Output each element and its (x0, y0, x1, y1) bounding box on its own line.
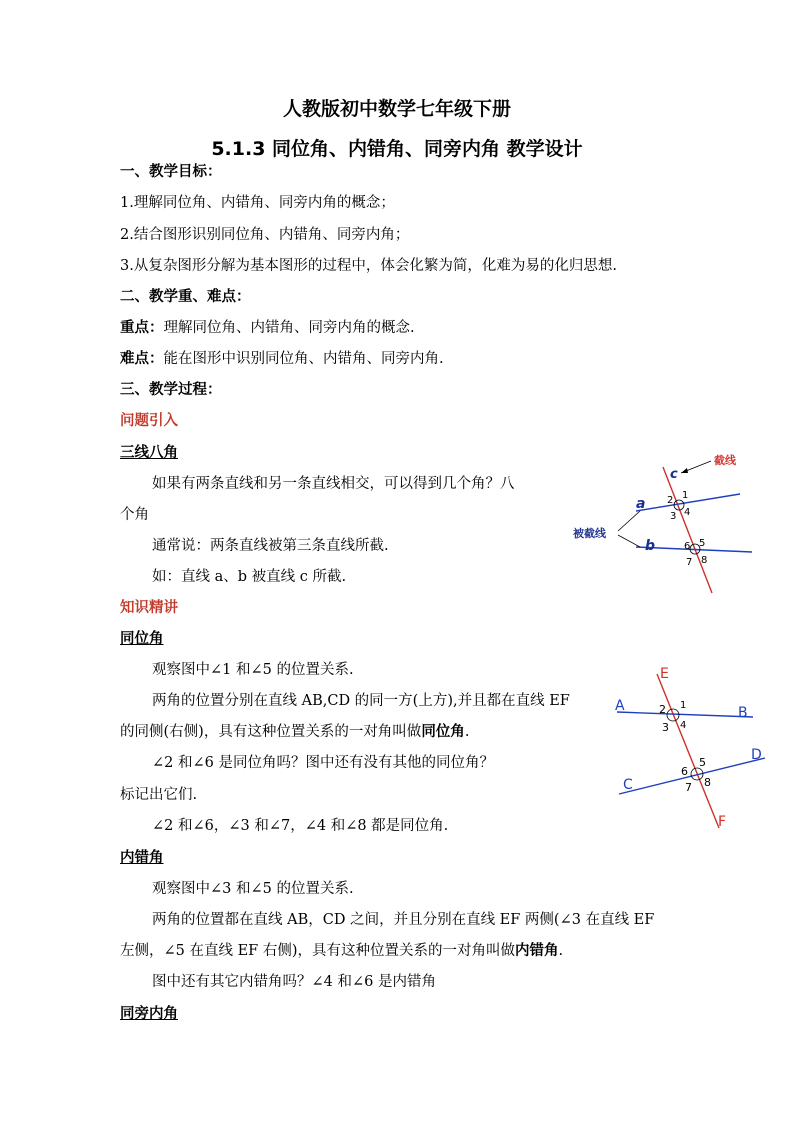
label-c: c (670, 467, 678, 482)
angle-label-4: 4 (680, 720, 687, 731)
angle-label-5: 5 (699, 756, 706, 769)
alternate-angles-heading: 内错角 (120, 850, 164, 866)
difficult-point (120, 349, 444, 369)
paragraph: 图中还有其它内错角吗？∠4 和∠6 是内错角 (152, 974, 436, 990)
angle-label-3: 3 (662, 721, 669, 734)
section-heading-goals: 一、教学目标： (120, 164, 222, 180)
key-text: 理解同位角、内错角、同旁内角的概念. (163, 320, 415, 336)
goal-item: 1.理解同位角、内错角、同旁内角的概念； (120, 195, 395, 211)
label-b: b (645, 538, 656, 554)
angle-label-4: 4 (684, 507, 691, 518)
angle-label-6: 6 (684, 541, 691, 552)
paragraph (120, 941, 563, 961)
line-cd (619, 758, 765, 794)
angle-label-1: 1 (682, 490, 689, 501)
label-transversal: 截线 (714, 454, 736, 467)
label-cut-lines: 被截线 (573, 527, 606, 540)
angle-label-7: 7 (686, 557, 693, 568)
angle-label-2: 2 (659, 703, 666, 716)
section-heading-key-points: 二、教学重、难点： (120, 289, 251, 305)
text-run: . (464, 724, 470, 740)
goal-item: 3.从复杂图形分解为基本图形的过程中，体会化繁为简，化难为易的化归思想. (120, 258, 617, 274)
angle-label-8: 8 (701, 555, 708, 566)
transversal-line-c (663, 467, 712, 593)
paragraph: 两角的位置都在直线 AB，CD 之间，并且分别在直线 EF 两侧(∠3 在直线 EF (152, 912, 655, 928)
label-c: C (623, 777, 633, 793)
angle-label-7: 7 (685, 781, 692, 794)
label-e: E (660, 666, 669, 682)
label-f: F (718, 814, 727, 830)
pointer-line (618, 511, 640, 531)
paragraph: ∠2 和∠6 是同位角吗？图中还有没有其他的同位角？ (152, 755, 494, 771)
term-bold: 内错角 (515, 942, 559, 959)
label-b: B (738, 705, 748, 721)
angle-label-1: 1 (680, 700, 687, 711)
angle-label-2: 2 (667, 495, 674, 506)
key-point (120, 318, 415, 338)
section-heading-process: 三、教学过程： (120, 382, 222, 398)
corresponding-angles-heading: 同位角 (120, 631, 164, 647)
difficult-label: 难点： (120, 350, 164, 367)
text-run: . (558, 943, 564, 959)
angle-label-6: 6 (681, 765, 688, 778)
paragraph: 两角的位置分别在直线 AB,CD 的同一方(上方),并且都在直线 EF (152, 693, 570, 709)
paragraph: 如：直线 a、b 被直线 c 所截. (152, 569, 347, 585)
paragraph: 如果有两条直线和另一条直线相交，可以得到几个角？八 (152, 476, 515, 492)
arrow-head (681, 468, 688, 473)
three-lines-figure (560, 445, 760, 605)
lesson-title: 5.1.3 同位角、内错角、同旁内角 教学设计 (211, 138, 583, 160)
label-a: A (615, 698, 625, 714)
paragraph: 观察图中∠3 和∠5 的位置关系. (152, 881, 354, 897)
goal-item: 2.结合图形识别同位角、内错角、同旁内角； (120, 227, 410, 243)
text-run: 左侧，∠5 在直线 EF 右侧)，具有这种位置关系的一对角叫做 (120, 943, 516, 959)
angle-label-8: 8 (704, 776, 711, 789)
knowledge-heading: 知识精讲 (120, 600, 178, 616)
angle-label-3: 3 (670, 511, 677, 522)
paragraph: 标记出它们. (120, 787, 198, 803)
paragraph: ∠2 和∠6，∠3 和∠7，∠4 和∠8 都是同位角. (152, 818, 449, 834)
paragraph: 观察图中∠1 和∠5 的位置关系. (152, 662, 354, 678)
difficult-text: 能在图形中识别同位角、内错角、同旁内角. (163, 351, 444, 367)
label-d: D (751, 747, 762, 763)
line-ab (617, 712, 753, 717)
angle-label-5: 5 (699, 538, 706, 549)
term-bold: 同位角 (421, 723, 465, 740)
three-lines-heading: 三线八角 (120, 445, 178, 461)
paragraph: 通常说：两条直线被第三条直线所截. (152, 538, 389, 554)
paragraph: 个角 (120, 507, 149, 523)
transversal-line-ef (657, 674, 719, 828)
text-run: 的同侧(右侧)，具有这种位置关系的一对角叫做 (120, 724, 422, 740)
intro-heading: 问题引入 (120, 413, 178, 429)
label-a: a (636, 496, 646, 512)
paragraph (120, 722, 469, 742)
corresponding-angles-figure (605, 660, 775, 835)
document-title: 人教版初中数学七年级下册 (282, 98, 511, 120)
same-side-interior-heading: 同旁内角 (120, 1006, 178, 1022)
key-label: 重点： (120, 319, 164, 336)
pointer-line (618, 535, 640, 547)
